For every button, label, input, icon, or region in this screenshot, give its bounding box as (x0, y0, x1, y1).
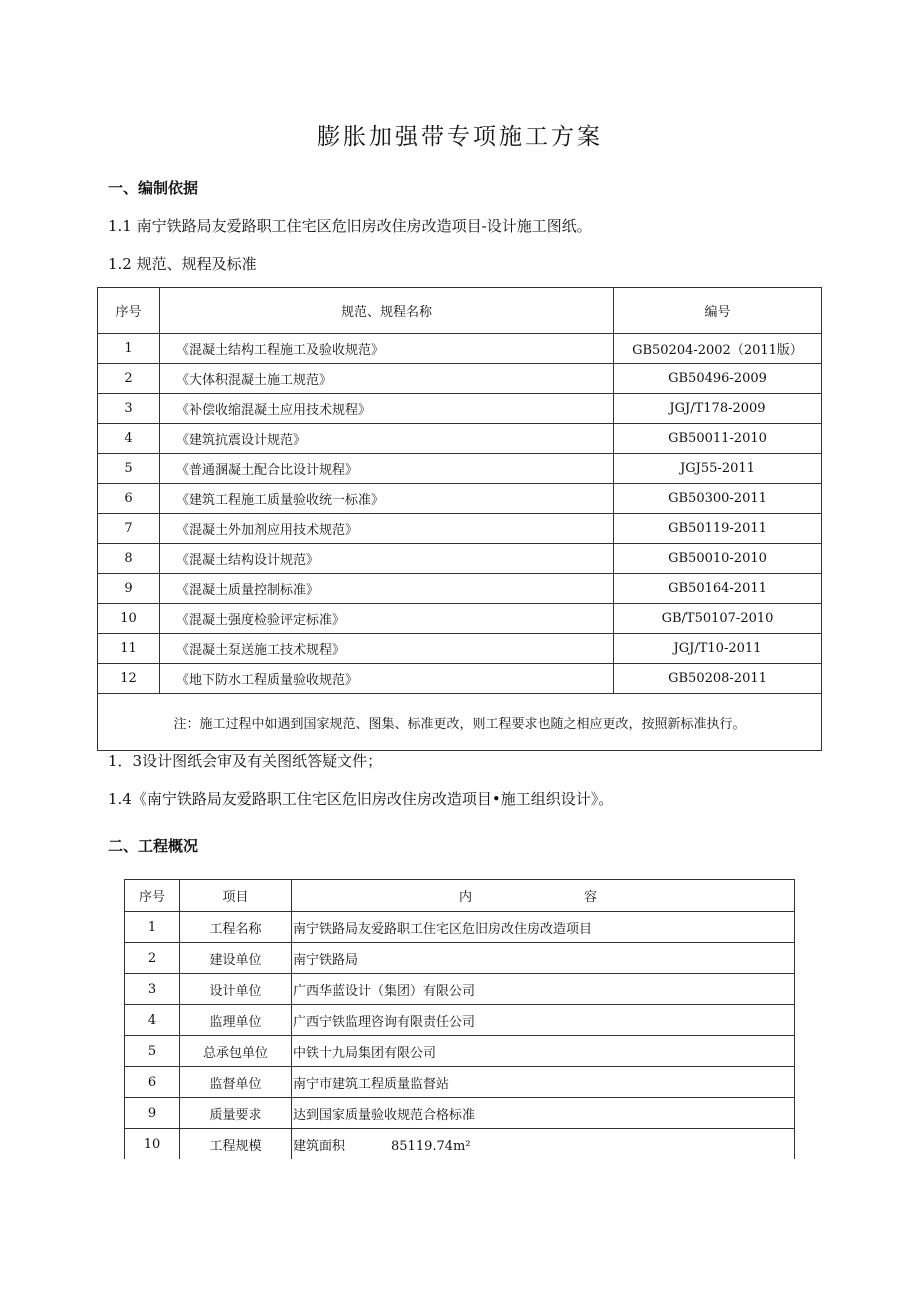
header-item: 项目 (180, 880, 292, 912)
row-no: 11 (98, 634, 160, 664)
area-label: 建筑面积 (293, 1138, 346, 1154)
row-no: 6 (125, 1067, 180, 1098)
row-item: 质量要求 (180, 1098, 292, 1129)
table-row (98, 574, 822, 604)
row-no: 6 (98, 484, 160, 514)
header-content-part1: 内 (459, 890, 473, 905)
row-code: JGJ55-2011 (614, 454, 822, 484)
row-content: 中铁十九局集团有限公司 (292, 1036, 795, 1067)
header-no: 序号 (125, 880, 180, 912)
row-no: 7 (98, 514, 160, 544)
row-content: 南宁市建筑工程质量监督站 (292, 1067, 795, 1098)
row-content: 南宁铁路局友爱路职工住宅区危旧房改住房改造项目 (292, 912, 795, 943)
row-no: 3 (98, 394, 160, 424)
standards-table (97, 287, 822, 751)
table-row (125, 1036, 795, 1067)
row-name: 《建筑抗震设计规范》 (160, 424, 614, 454)
row-code: GB50010-2010 (614, 544, 822, 574)
row-item: 设计单位 (180, 974, 292, 1005)
row-no: 10 (125, 1129, 180, 1160)
paragraph-1-4: 1.4《南宁铁路局友爱路职工住宅区危旧房改住房改造项目•施工组织设计》。 (108, 790, 614, 808)
row-no: 2 (125, 943, 180, 974)
row-no: 12 (98, 664, 160, 694)
row-name: 《混凝土结构设计规范》 (160, 544, 614, 574)
row-code: GB50496-2009 (614, 364, 822, 394)
row-no: 3 (125, 974, 180, 1005)
row-code: JGJ/T178-2009 (614, 394, 822, 424)
row-no: 1 (125, 912, 180, 943)
header-name: 规范、规程名称 (160, 288, 614, 334)
row-no: 8 (98, 544, 160, 574)
row-content: 广西华蓝设计（集团）有限公司 (292, 974, 795, 1005)
row-name: 《混凝土结构工程施工及验收规范》 (160, 334, 614, 364)
table-row (125, 1129, 795, 1160)
row-code: GB/T50107-2010 (614, 604, 822, 634)
table-row (98, 394, 822, 424)
row-item: 总承包单位 (180, 1036, 292, 1067)
row-name: 《混凝土外加剂应用技术规范》 (160, 514, 614, 544)
row-code: GB50011-2010 (614, 424, 822, 454)
paragraph-1-1: 1.1 南宁铁路局友爱路职工住宅区危旧房改住房改造项目-设计施工图纸。 (108, 217, 592, 235)
table-note: 注：施工过程中如遇到国家规范、图集、标准更改，则工程要求也随之相应更改，按照新标准执行。 (98, 694, 822, 751)
row-item: 工程名称 (180, 912, 292, 943)
row-name: 《大体积混凝土施工规范》 (160, 364, 614, 394)
row-no: 5 (125, 1036, 180, 1067)
table-row (125, 912, 795, 943)
project-overview-table (124, 879, 795, 1159)
header-no: 序号 (98, 288, 160, 334)
row-code: GB50300-2011 (614, 484, 822, 514)
table-row (98, 454, 822, 484)
row-no: 5 (98, 454, 160, 484)
row-code: JGJ/T10-2011 (614, 634, 822, 664)
table-row (125, 1005, 795, 1036)
row-code: GB50164-2011 (614, 574, 822, 604)
table-note-row (98, 694, 822, 751)
row-content: 达到国家质量验收规范合格标准 (292, 1098, 795, 1129)
table-row (98, 664, 822, 694)
row-no: 4 (98, 424, 160, 454)
row-item: 监理单位 (180, 1005, 292, 1036)
row-code: GB50204-2002（2011版） (614, 334, 822, 364)
row-item: 工程规模 (180, 1129, 292, 1160)
table-row (98, 514, 822, 544)
row-content: 广西宁铁监理咨询有限责任公司 (292, 1005, 795, 1036)
row-name: 《混凝土质量控制标准》 (160, 574, 614, 604)
row-code: GB50208-2011 (614, 664, 822, 694)
table-row (98, 424, 822, 454)
paragraph-1-3: 1．3设计图纸会审及有关图纸答疑文件； (108, 752, 383, 770)
row-name: 《普通溷凝土配合比设计规程》 (160, 454, 614, 484)
table-row (98, 334, 822, 364)
row-name: 《建筑工程施工质量验收统一标准》 (160, 484, 614, 514)
row-no: 9 (98, 574, 160, 604)
table-header-row (125, 880, 795, 912)
row-no: 2 (98, 364, 160, 394)
row-item: 监督单位 (180, 1067, 292, 1098)
row-no: 4 (125, 1005, 180, 1036)
row-name: 《混凝土泵送施工技术规程》 (160, 634, 614, 664)
row-no: 10 (98, 604, 160, 634)
table-row (98, 484, 822, 514)
row-no: 9 (125, 1098, 180, 1129)
row-item: 建设单位 (180, 943, 292, 974)
row-name: 《地下防水工程质量验收规范》 (160, 664, 614, 694)
table-row (98, 544, 822, 574)
header-code: 编号 (614, 288, 822, 334)
table-row (125, 974, 795, 1005)
row-name: 《补偿收缩混凝土应用技术规程》 (160, 394, 614, 424)
row-no: 1 (98, 334, 160, 364)
row-content (292, 1129, 795, 1160)
section-heading-basis: 一、编制依据 (108, 179, 199, 197)
table-row (125, 943, 795, 974)
section-heading-overview: 二、工程概况 (108, 837, 199, 855)
row-code: GB50119-2011 (614, 514, 822, 544)
table-header-row (98, 288, 822, 334)
document-title: 膨胀加强带专项施工方案 (317, 124, 603, 150)
paragraph-1-2: 1.2 规范、规程及标准 (108, 255, 257, 273)
area-value: 85119.74m² (391, 1138, 471, 1154)
header-content (292, 880, 795, 912)
header-content-part2: 容 (584, 890, 598, 905)
table-row (125, 1098, 795, 1129)
table-row (98, 634, 822, 664)
table-row (125, 1067, 795, 1098)
row-content: 南宁铁路局 (292, 943, 795, 974)
table-row (98, 364, 822, 394)
row-name: 《混凝土强度检验评定标准》 (160, 604, 614, 634)
table-row (98, 604, 822, 634)
